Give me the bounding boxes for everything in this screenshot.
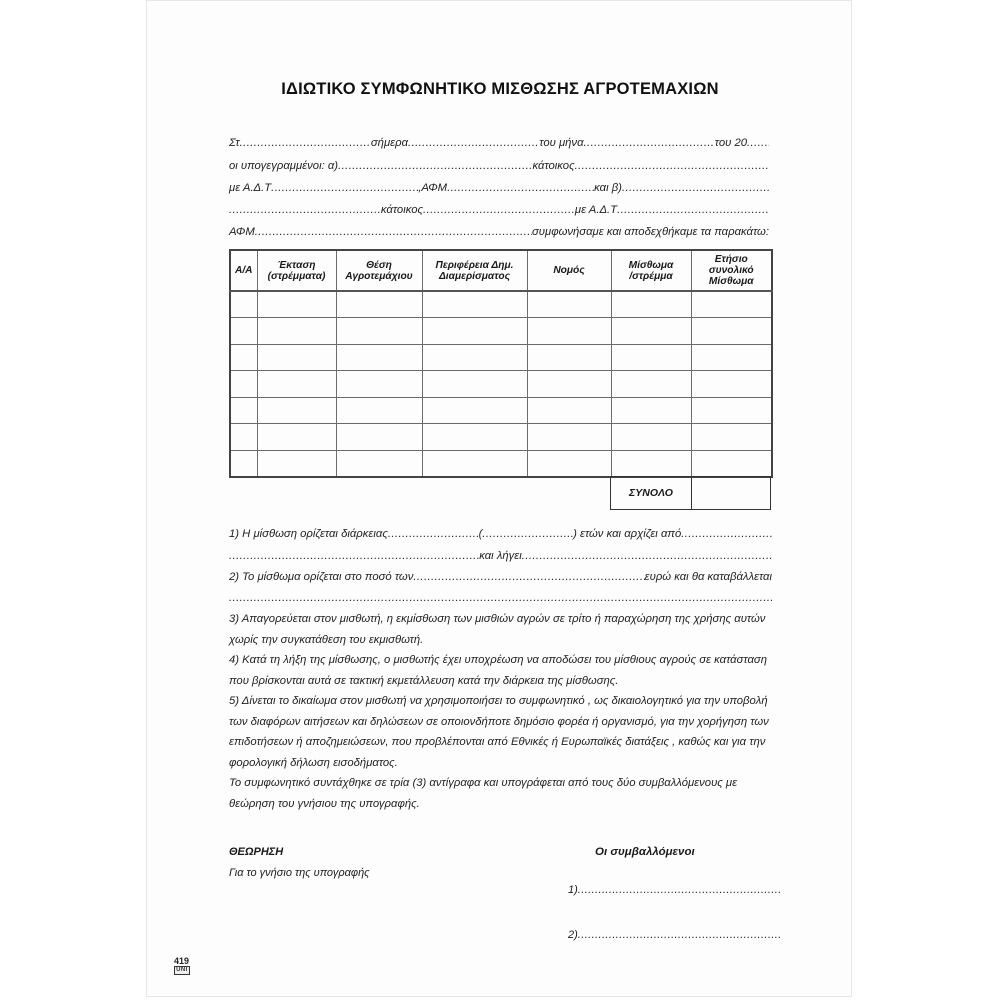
label-agreed: συμφωνήσαμε και αποδεχθήκαμε τα παρακάτω:: [531, 226, 769, 238]
label-and-b: και β): [594, 182, 622, 194]
clause-5-line-2: των διαφόρων αιτήσεων και δηλώσεων σε οποιονδήποτε δημόσιο φορέα ή οργανισμό, για την χορήγηση των: [229, 715, 769, 728]
label-afm: ,ΑΦΜ: [418, 182, 448, 194]
label-signatories-a: οι υπογεγραμμένοι: α): [229, 160, 339, 172]
header-line-3: [229, 182, 769, 194]
table-header-row: [230, 250, 772, 291]
table-cell[interactable]: [691, 424, 772, 451]
table-cell[interactable]: [527, 291, 611, 318]
clause-1-text: 1) Η μίσθωση ορίζεται διάρκειας: [229, 528, 388, 540]
table-cell[interactable]: [691, 397, 772, 424]
table-cell[interactable]: [336, 450, 422, 477]
clause-1-years-text: ) ετών και αρχίζει από: [573, 528, 682, 540]
table-cell[interactable]: [611, 424, 691, 451]
table-row: [230, 291, 772, 318]
label-st: Στ: [229, 137, 240, 149]
publisher-logo-icon: UNI: [174, 966, 190, 975]
label-adt-b: με Α.Δ.Τ: [574, 204, 618, 216]
table-cell[interactable]: [257, 371, 336, 398]
table-cell[interactable]: [691, 291, 772, 318]
label-adt: με Α.Δ.Τ: [229, 182, 272, 194]
table-cell[interactable]: [691, 344, 772, 371]
label-resident-b: κάτοικος: [380, 204, 424, 216]
table-cell[interactable]: [257, 291, 336, 318]
table-cell[interactable]: [611, 397, 691, 424]
clause-5-line-4: φορολογική δήλωση εισοδήματος.: [229, 756, 398, 769]
table-cell[interactable]: [336, 371, 422, 398]
total-label: ΣΥΝΟΛΟ: [611, 477, 692, 509]
blank-place[interactable]: [240, 137, 371, 149]
certification-title: ΘΕΩΡΗΣΗ: [229, 846, 284, 858]
table-row: [230, 397, 772, 424]
signature-line-2: [568, 929, 782, 941]
table-cell[interactable]: [691, 318, 772, 345]
blank-end-date[interactable]: [522, 550, 772, 562]
total-value-field[interactable]: [692, 477, 770, 509]
blank-duration-number[interactable]: [482, 528, 573, 540]
table-cell[interactable]: [336, 318, 422, 345]
table-cell[interactable]: [230, 318, 257, 345]
col-header-annual-rent: Ετήσιο συνολικό Μίσθωμα: [691, 250, 772, 291]
table-cell[interactable]: [336, 397, 422, 424]
closing-line-2: θεώρηση του γνήσιου της υπογραφής.: [229, 797, 420, 810]
table-cell[interactable]: [691, 371, 772, 398]
clause-2-euro-text: ευρώ και θα καταβάλλεται: [644, 571, 772, 583]
table-cell[interactable]: [422, 371, 527, 398]
blank-party-a-adt[interactable]: [271, 182, 418, 194]
table-cell[interactable]: [611, 318, 691, 345]
blank-start-date-cont[interactable]: [229, 550, 479, 562]
table-cell[interactable]: [230, 450, 257, 477]
table-cell[interactable]: [257, 424, 336, 451]
signature-1-field[interactable]: [578, 884, 782, 896]
signature-line-1: [568, 884, 782, 896]
label-afm-b: ΑΦΜ: [229, 226, 255, 238]
table-cell[interactable]: [422, 344, 527, 371]
clause-1-line-2: [229, 550, 772, 562]
table-cell[interactable]: [422, 397, 527, 424]
blank-party-a-afm[interactable]: [447, 182, 594, 194]
table-cell[interactable]: [611, 291, 691, 318]
header-line-5: [229, 226, 769, 238]
table-cell[interactable]: [527, 371, 611, 398]
table-row: [230, 450, 772, 477]
signature-1-label: 1): [568, 884, 578, 896]
blank-party-b-afm[interactable]: [255, 226, 532, 238]
total-box: [610, 476, 771, 510]
table-cell[interactable]: [422, 291, 527, 318]
blank-rent-amount[interactable]: [413, 571, 644, 583]
clause-2-text: 2) Το μίσθωμα ορίζεται στο ποσό των: [229, 571, 414, 583]
clause-4-line-2: που βρίσκονται αυτά σε τακτική εκμετάλλευση κατά την διάρκεια της μίσθωσης.: [229, 674, 619, 687]
table-cell[interactable]: [257, 344, 336, 371]
table-cell[interactable]: [527, 344, 611, 371]
label-month: του μήνα: [539, 137, 584, 149]
signature-2-label: 2): [568, 929, 578, 941]
blank-month[interactable]: [584, 137, 715, 149]
form-code: 419: [174, 956, 190, 966]
clause-3-line-2: χωρίς την συγκατάθεση του εκμισθωτή.: [229, 633, 424, 646]
label-resident: κάτοικος: [532, 160, 575, 172]
table-cell[interactable]: [336, 344, 422, 371]
table-cell[interactable]: [336, 424, 422, 451]
blank-party-b-adt[interactable]: [617, 204, 769, 216]
table-cell[interactable]: [230, 344, 257, 371]
paren-open: (: [478, 528, 483, 540]
label-today: σήμερα: [370, 137, 409, 149]
label-ends: και λήγει: [479, 550, 522, 562]
clauses-block: [229, 609, 777, 814]
clause-3-line-1: 3) Απαγορεύεται στον μισθωτή, η εκμίσθωση των μισθιών αγρών σε τρίτο ή παραχώρηση της χρήσης αυτών: [229, 613, 766, 625]
clause-1-line-1: [229, 528, 772, 540]
table-cell[interactable]: [611, 371, 691, 398]
signature-2-field[interactable]: [578, 929, 782, 941]
table-cell[interactable]: [422, 424, 527, 451]
blank-payment-terms[interactable]: [229, 592, 772, 604]
table-cell[interactable]: [230, 371, 257, 398]
table-cell[interactable]: [336, 291, 422, 318]
blank-start-date[interactable]: [681, 528, 772, 540]
clause-4-line-1: 4) Κατά τη λήξη της μίσθωσης, ο μισθωτής έχει υποχρέωση να αποδώσει του μίσθιους αγρούς σε κατάσταση: [229, 654, 768, 666]
clause-5-line-3: επιδοτήσεων ή αποζημειώσεων, που προβλέπονται από Εθνικές ή Ευρωπαϊκές διατάξεις , καθώς και για την: [229, 736, 766, 748]
clause-2-line-1: [229, 571, 772, 583]
document-title: ΙΔΙΩΤΙΚΟ ΣΥΜΦΩΝΗΤΙΚΟ ΜΙΣΘΩΣΗΣ ΑΓΡΟΤΕΜΑΧΙΩΝ: [281, 80, 719, 98]
closing-line-1: Το συμφωνητικό συντάχθηκε σε τρία (3) αντίγραφα και υπογράφεται από τους δύο συμβαλλόμενους με: [229, 777, 738, 789]
table-cell[interactable]: [527, 450, 611, 477]
header-line-2: [229, 160, 769, 172]
blank-party-b-residence[interactable]: [423, 204, 575, 216]
contracting-parties-title: Οι συμβαλλόμενοι: [595, 846, 695, 858]
header-line-1: [229, 137, 769, 149]
blank-year[interactable]: [747, 137, 769, 149]
table-cell[interactable]: [257, 397, 336, 424]
clause-5-line-1: 5) Δίνεται το δικαίωμα στον μισθωτή να χρησιμοποιήσει το συμφωνητικό , ως δικαιολογητικό για την υποβολή: [229, 695, 768, 707]
label-year: του 20: [714, 137, 748, 149]
blank-party-b-name[interactable]: [622, 182, 769, 194]
blank-day[interactable]: [408, 137, 539, 149]
table-row: [230, 318, 772, 345]
table-cell[interactable]: [691, 450, 772, 477]
table-cell[interactable]: [611, 344, 691, 371]
table-row: [230, 371, 772, 398]
blank-duration-words[interactable]: [388, 528, 479, 540]
col-header-aa: Α/Α: [230, 250, 257, 291]
table-row: [230, 424, 772, 451]
table-cell[interactable]: [230, 424, 257, 451]
certification-subtitle: Για το γνήσιο της υπογραφής: [229, 867, 370, 879]
table-cell[interactable]: [230, 397, 257, 424]
table-cell[interactable]: [257, 318, 336, 345]
header-line-4: [229, 204, 769, 216]
table-cell[interactable]: [257, 450, 336, 477]
col-header-prefecture: Νομός: [527, 250, 611, 291]
col-header-rent-per-stremma: Μίσθωμα /στρέμμα: [611, 250, 691, 291]
table-cell[interactable]: [527, 318, 611, 345]
col-header-district: Περιφέρεια Δημ. Διαμερίσματος: [422, 250, 527, 291]
blank-party-a-name[interactable]: [338, 160, 532, 172]
blank-party-b-name-cont[interactable]: [229, 204, 381, 216]
table-cell[interactable]: [527, 397, 611, 424]
table-cell[interactable]: [422, 450, 527, 477]
blank-party-a-residence[interactable]: [575, 160, 769, 172]
table-cell[interactable]: [422, 318, 527, 345]
table-cell[interactable]: [611, 450, 691, 477]
clause-2-line-2: [229, 592, 772, 604]
parcels-table: [229, 249, 773, 478]
col-header-location: Θέση Αγροτεμάχιου: [336, 250, 422, 291]
col-header-area: Έκταση (στρέμματα): [257, 250, 336, 291]
table-cell[interactable]: [527, 424, 611, 451]
table-row: [230, 344, 772, 371]
table-cell[interactable]: [230, 291, 257, 318]
